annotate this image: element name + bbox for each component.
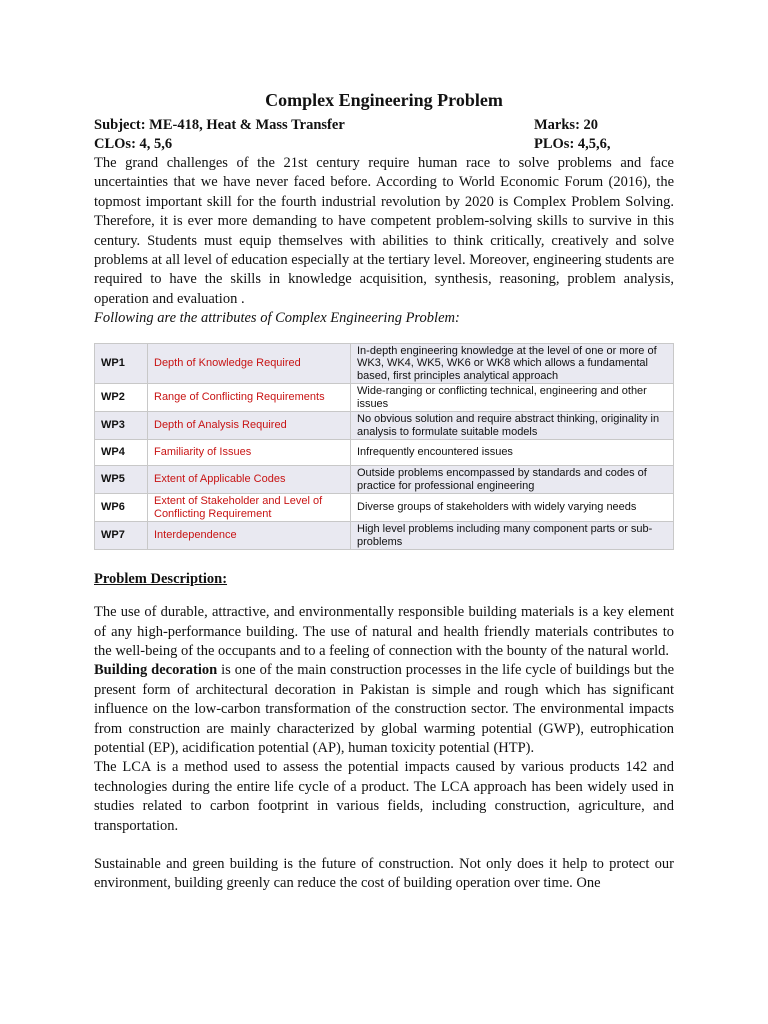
wp-code: WP1 (95, 343, 148, 384)
table-row (95, 343, 674, 384)
wp-attribute: Extent of Applicable Codes (148, 466, 351, 494)
wp-attribute: Familiarity of Issues (148, 440, 351, 466)
wp-attribute: Depth of Knowledge Required (148, 343, 351, 384)
wp-code: WP4 (95, 440, 148, 466)
wp-code: WP2 (95, 384, 148, 412)
marks-label: Marks: 20 (534, 117, 599, 133)
document-page (94, 88, 674, 894)
wp-code: WP7 (95, 522, 148, 550)
problem-paragraph-2 (94, 661, 674, 758)
wp-description: Wide-ranging or conflicting technical, engineering and other issues (351, 384, 674, 412)
table-row (95, 412, 674, 440)
wp-attribute: Interdependence (148, 522, 351, 550)
plos-label: PLOs: 4,5,6, (534, 136, 611, 152)
wp-attribute: Depth of Analysis Required (148, 412, 351, 440)
problem-heading: Problem Description: (94, 571, 228, 588)
wp-code: WP6 (95, 494, 148, 522)
clos-label: CLOs: 4, 5,6 (94, 136, 173, 152)
problem-paragraph-3: The LCA is a method used to assess the potential impacts caused by various products 142 and technologies during the entire life cycle of a product. The LCA approach has been widely used in studies related to carbon footprint in various fields, including construction, agriculture, and transportation. (94, 759, 674, 834)
wp-code: WP5 (95, 466, 148, 494)
wp-description: Outside problems encompassed by standards and codes of practice for professional engineering (351, 466, 674, 494)
subject-label: Subject: ME-418, Heat & Mass Transfer (94, 117, 345, 133)
table-row (95, 494, 674, 522)
building-decoration-term: Building decoration (94, 662, 218, 679)
wp-code: WP3 (95, 412, 148, 440)
intro-paragraph: The grand challenges of the 21st century require human race to solve problems and face uncertainties that we have never faced before. According to World Economic Forum (2016), the topmost important skill for the fourth industrial revolution by 2020 is Complex Problem Solving. Therefore, it is ever more demanding to have competent problem-solving skills to survive in this century. Students must equip themselves with abilities to think critically, creatively and solve problems at all level of education especially at the tertiary level. Moreover, engineering students are required to have the skills in knowledge acquisition, synthesis, reasoning, problem analysis, operation and evaluation . (94, 155, 674, 307)
problem-paragraph-2-text: is one of the main construction processes in the life cycle of buildings but the present form of architectural decoration in Pakistan is simple and rough which has significant influence on the low-carbon transformation of the construction sector. The environmental impacts from construction are mainly characterized by global warming potential (GWP), eutrophication potential (EP), acidification potential (AP), human toxicity potential (HTP). (94, 662, 674, 756)
wp-description: Diverse groups of stakeholders with widely varying needs (351, 494, 674, 522)
wp-description: Infrequently encountered issues (351, 440, 674, 466)
meta-row-1 (94, 116, 674, 135)
problem-paragraph-1: The use of durable, attractive, and environmentally responsible building materials is a key element of any high-performance building. The use of natural and health friendly materials contributes to the well-being of the occupants and to a feeling of connection with the bounty of the natural world. (94, 604, 674, 659)
paragraph-gap (94, 836, 674, 855)
problem-paragraph-4: Sustainable and green building is the future of construction. Not only does it help to protect our environment, building greenly can reduce the cost of building operation over time. One (94, 856, 674, 892)
wp-attributes-table (94, 343, 674, 551)
wp-description: High level problems including many component parts or sub-problems (351, 522, 674, 550)
table-row (95, 384, 674, 412)
wp-attribute: Range of Conflicting Requirements (148, 384, 351, 412)
attributes-caption: Following are the attributes of Complex Engineering Problem: (94, 310, 460, 327)
wp-attribute: Extent of Stakeholder and Level of Conflicting Requirement (148, 494, 351, 522)
wp-description: No obvious solution and require abstract thinking, originality in analysis to formulate suitable models (351, 412, 674, 440)
table-row (95, 440, 674, 466)
table-row (95, 466, 674, 494)
wp-description: In-depth engineering knowledge at the level of one or more of WK3, WK4, WK5, WK6 or WK8 which allows a fundamental based, first principles analytical approach (351, 343, 674, 384)
page-title: Complex Engineering Problem (265, 90, 503, 110)
table-row (95, 522, 674, 550)
meta-row-2 (94, 135, 674, 154)
